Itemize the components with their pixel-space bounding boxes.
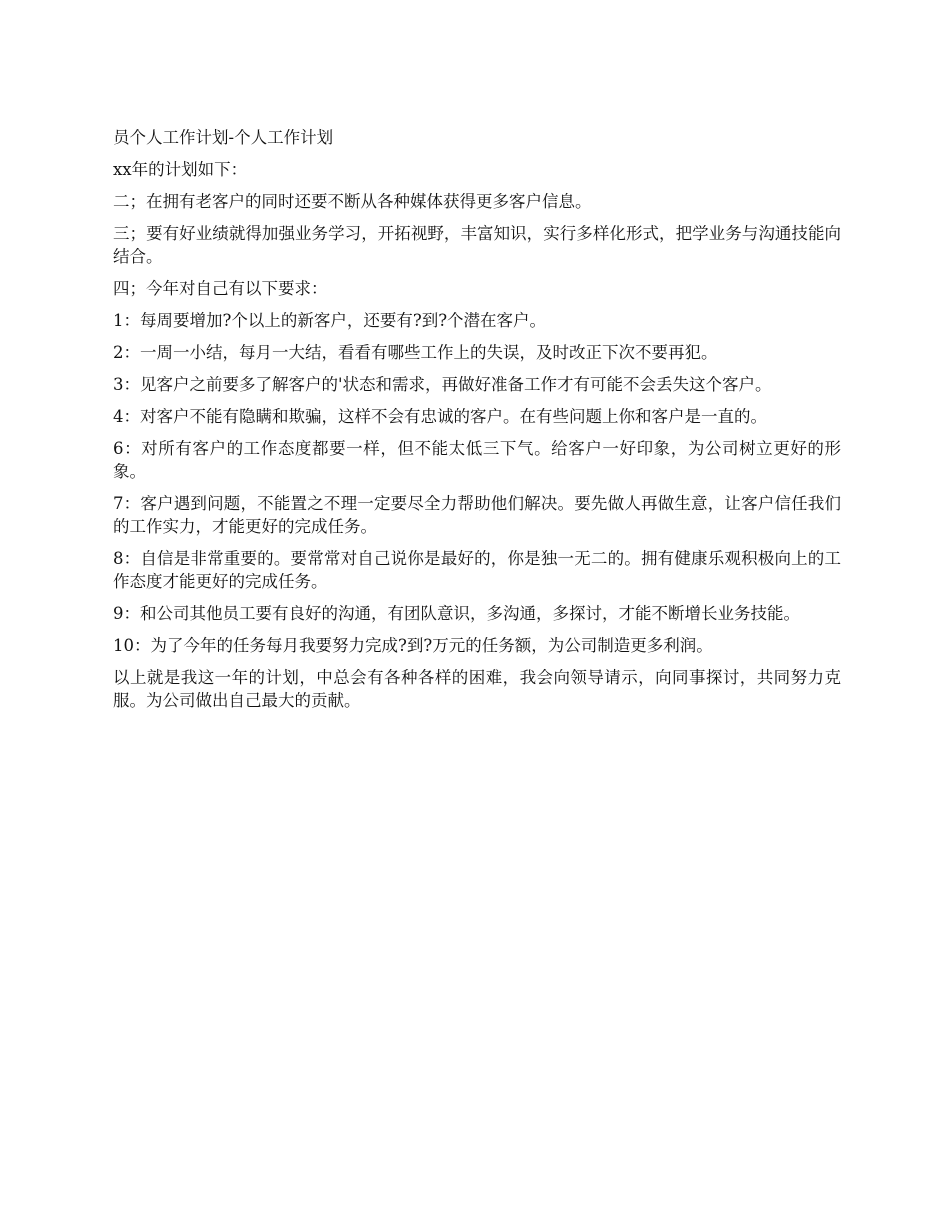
paragraph: 2：一周一小结，每月一大结，看看有哪些工作上的失误，及时改正下次不要再犯。 <box>113 343 718 362</box>
document-body <box>113 126 841 721</box>
paragraph: 4：对客户不能有隐瞒和欺骗，这样不会有忠诚的客户。在有些问题上你和客户是一直的。 <box>113 407 767 426</box>
paragraph: 3：见客户之前要多了解客户的'状态和需求，再做好准备工作才有可能不会丢失这个客户。 <box>113 375 772 394</box>
paragraph: 10：为了今年的任务每月我要努力完成?到?万元的任务额，为公司制造更多利润。 <box>113 636 713 655</box>
paragraph: 1：每周要增加?个以上的新客户，还要有?到?个潜在客户。 <box>113 311 547 330</box>
document-title: 员个人工作计划-个人工作计划 <box>113 128 334 147</box>
paragraph: xx年的计划如下： <box>113 160 248 179</box>
paragraph: 9：和公司其他员工要有良好的沟通，有团队意识，多沟通，多探讨，才能不断增长业务技能。 <box>113 604 800 623</box>
paragraph: 四；今年对自己有以下要求： <box>113 279 328 298</box>
paragraph: 8：自信是非常重要的。要常常对自己说你是最好的，你是独一无二的。拥有健康乐观积极向上的工作态度才能更好的完成任务。 <box>113 549 841 591</box>
paragraph: 7：客户遇到问题，不能置之不理一定要尽全力帮助他们解决。要先做人再做生意，让客户信任我们的工作实力，才能更好的完成任务。 <box>113 494 841 536</box>
paragraph: 三；要有好业绩就得加强业务学习，开拓视野，丰富知识，实行多样化形式，把学业务与沟通技能向结合。 <box>113 224 841 266</box>
paragraph: 以上就是我这一年的计划，中总会有各种各样的困难，我会向领导请示，向同事探讨，共同努力克服。为公司做出自己最大的贡献。 <box>113 668 841 710</box>
paragraph: 6：对所有客户的工作态度都要一样，但不能太低三下气。给客户一好印象，为公司树立更好的形象。 <box>113 439 841 481</box>
paragraph: 二；在拥有老客户的同时还要不断从各种媒体获得更多客户信息。 <box>113 192 592 211</box>
